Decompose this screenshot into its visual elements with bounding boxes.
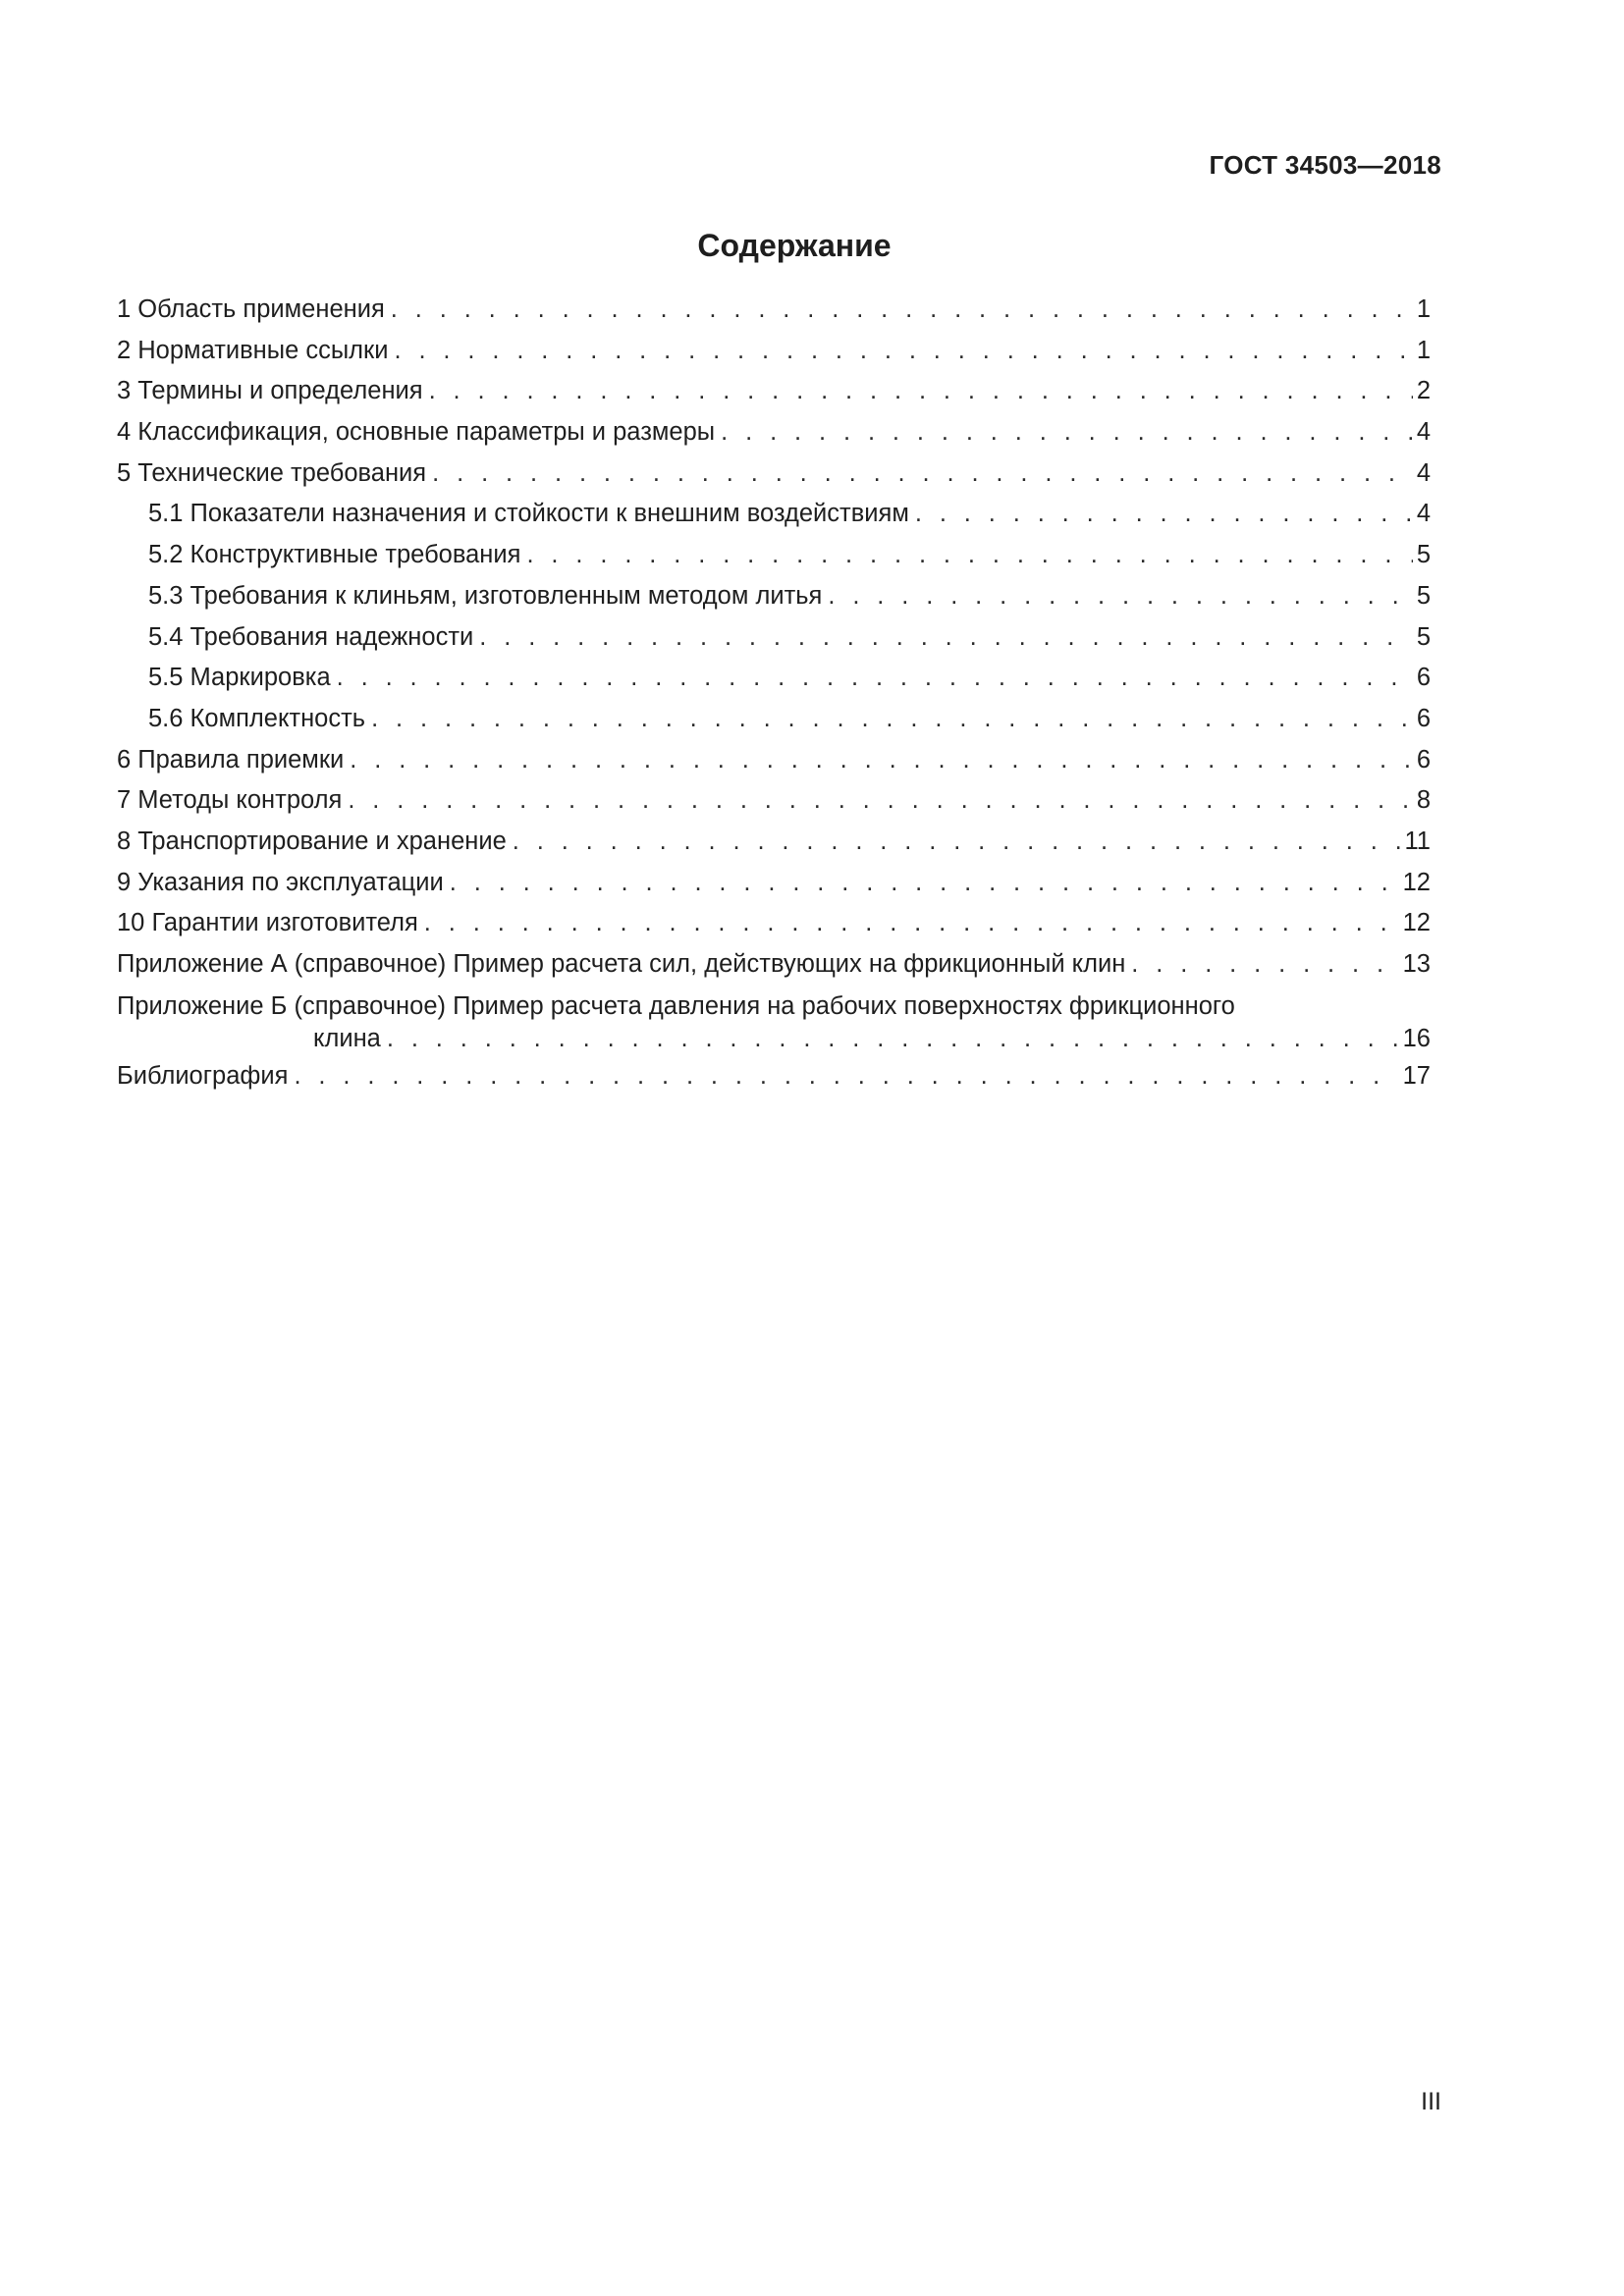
toc-entry-label: 9 Указания по эксплуатации [117,868,444,896]
dot-leader [371,704,1413,733]
toc-entry-label: 5.5 Маркировка [148,664,331,692]
toc-entry-page: 4 [1416,458,1431,487]
toc-entry-page: 12 [1402,868,1431,896]
toc-entry-label: Приложение А (справочное) Пример расчета сил, действующих на фрикционный клин [117,950,1126,978]
toc-entry-5-1[interactable] [117,499,1431,540]
toc-entry-9[interactable] [117,868,1431,909]
dot-leader [348,785,1412,815]
table-of-contents [117,294,1431,1101]
dot-leader [1131,949,1398,979]
dot-leader [429,376,1413,405]
toc-entry-label: 5.1 Показатели назначения и стойкости к внешним воздействиям [148,500,909,528]
dot-leader [828,581,1412,611]
toc-entry-label: 4 Классификация, основные параметры и размеры [117,418,716,447]
dot-leader [387,1023,1399,1055]
toc-entry-7[interactable] [117,785,1431,827]
toc-entry-page: 1 [1416,336,1431,364]
toc-entry-page: 5 [1416,581,1431,610]
toc-entry-label: 10 Гарантии изготовителя [117,909,418,937]
toc-entry-label: 5.2 Конструктивные требования [148,541,521,569]
toc-entry-page: 1 [1416,295,1431,323]
toc-entry-5-6[interactable] [117,704,1431,745]
toc-entry-5-2[interactable] [117,540,1431,581]
toc-entry-4[interactable] [117,417,1431,458]
toc-entry-label: 2 Нормативные ссылки [117,336,389,364]
toc-entry-page: 4 [1416,418,1431,447]
toc-entry-6[interactable] [117,745,1431,786]
toc-entry-label: 3 Термины и определения [117,377,423,405]
toc-entry-label: 5 Технические требования [117,458,427,487]
toc-entry-page: 17 [1402,1061,1431,1090]
toc-entry-label: 5.3 Требования к клиньям, изготовленным методом литья [148,581,823,610]
dot-leader [479,622,1413,652]
toc-entry-page: 5 [1416,541,1431,569]
toc-entry-appendix-a[interactable] [117,949,1431,990]
toc-entry-label: 1 Область применения [117,295,385,323]
toc-entry-page: 12 [1402,909,1431,937]
toc-entry-label: 6 Правила приемки [117,745,345,774]
toc-entry-page: 6 [1416,745,1431,774]
page-number: III [1421,2088,1441,2115]
toc-title: Содержание [697,228,892,263]
document-code: ГОСТ 34503—2018 [1209,150,1441,180]
dot-leader [294,1061,1398,1091]
dot-leader [424,908,1399,937]
dot-leader [350,745,1413,774]
dot-leader [513,827,1401,856]
dot-leader [915,499,1413,528]
toc-entry-2[interactable] [117,336,1431,377]
toc-entry-10[interactable] [117,908,1431,949]
toc-entry-5-5[interactable] [117,663,1431,704]
toc-entry-label: 8 Транспортирование и хранение [117,827,507,855]
toc-entry-continuation [117,1023,1431,1055]
toc-entry-page: 8 [1416,786,1431,815]
toc-entry-label: Приложение Б (справочное) Пример расчета давления на рабочих поверхностях фрикционного [117,991,1235,1020]
toc-entry-8[interactable] [117,827,1431,868]
toc-entry-page: 4 [1416,500,1431,528]
toc-entry-page: 6 [1416,704,1431,732]
toc-entry-page: 2 [1416,377,1431,405]
toc-entry-1[interactable] [117,294,1431,336]
dot-leader [337,663,1413,692]
toc-entry-label: 5.6 Комплектность [148,704,366,732]
toc-entry-5-3[interactable] [117,581,1431,622]
toc-entry-5-4[interactable] [117,622,1431,664]
toc-entry-page: 13 [1402,950,1431,978]
toc-entry-label-continued: клина [313,1024,381,1052]
dot-leader [526,540,1412,569]
toc-entry-page: 16 [1402,1024,1431,1052]
toc-entry-label: Библиография [117,1061,289,1090]
dot-leader [721,417,1413,447]
toc-entry-page: 5 [1416,622,1431,651]
dot-leader [432,458,1413,488]
toc-entry-page: 11 [1404,827,1431,855]
dot-leader [394,336,1412,365]
toc-entry-5[interactable] [117,458,1431,500]
toc-entry-label: 5.4 Требования надежности [148,622,474,651]
toc-entry-3[interactable] [117,376,1431,417]
dot-leader [450,868,1399,897]
toc-entry-label: 7 Методы контроля [117,786,343,815]
toc-entry-page: 6 [1416,664,1431,692]
toc-entry-appendix-b[interactable] [117,990,1431,1061]
toc-entry-bibliography[interactable] [117,1061,1431,1102]
dot-leader [391,294,1413,324]
